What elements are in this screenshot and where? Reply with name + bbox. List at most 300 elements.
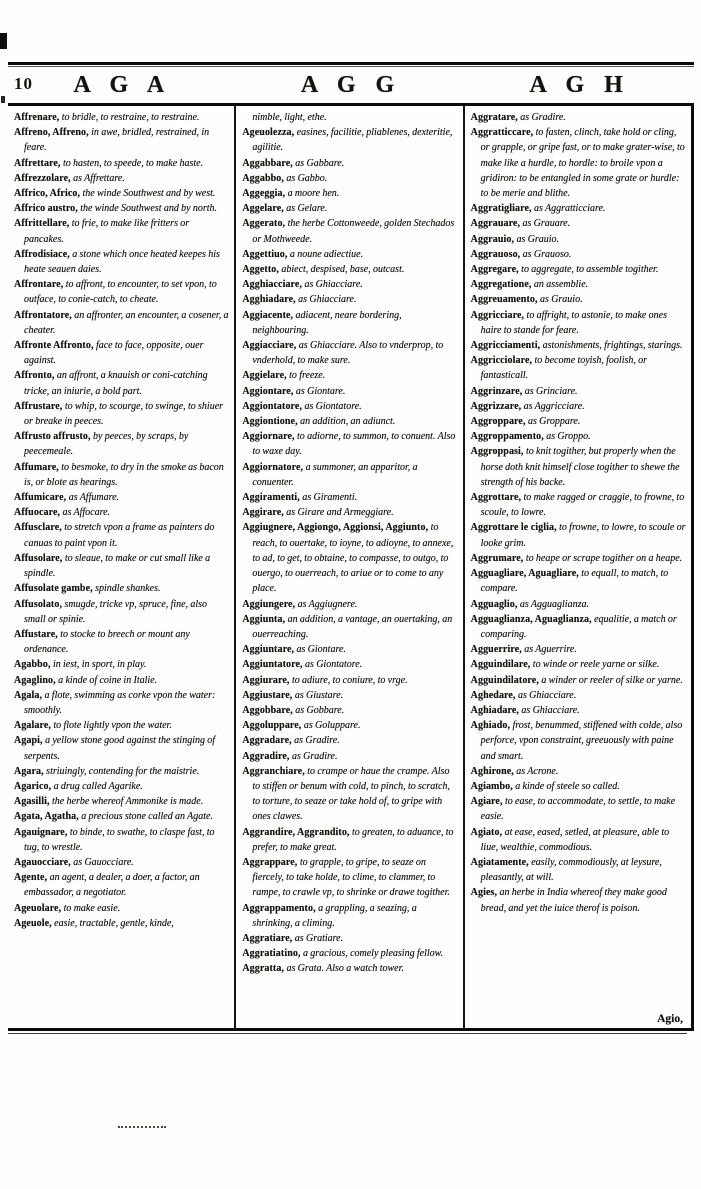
dictionary-entry (14, 429, 229, 459)
entry-definition: as Aggricciare. (523, 400, 585, 412)
entry-headword: Aggrottare, (470, 492, 524, 504)
entry-definition: abiect, despised, base, outcast. (281, 264, 405, 276)
dictionary-entry (242, 657, 457, 672)
entry-definition: at ease, eased, setled, at pleasure, able to liue, wealthie, commodious. (480, 826, 670, 853)
entry-headword: Affrontatore, (14, 309, 75, 321)
entry-headword: Aggrappamento, (242, 902, 319, 914)
dictionary-entry (14, 551, 229, 581)
dictionary-entry (471, 794, 686, 824)
entry-headword: Agapi, (14, 735, 46, 747)
dictionary-entry (471, 520, 686, 550)
dictionary-entry (471, 247, 686, 262)
entry-headword: Aggratare, (470, 112, 521, 123)
dictionary-entry (242, 673, 457, 688)
entry-definition: an assemblie. (533, 279, 589, 291)
dictionary-entry (14, 901, 229, 916)
running-header (8, 67, 694, 103)
dictionary-entry (242, 171, 457, 186)
entry-headword: Ageuole, (14, 917, 55, 929)
entry-definition: a winder or reeler of silke or yarne. (541, 674, 683, 686)
dictionary-entry (242, 718, 457, 733)
entry-headword: Aggelare, (242, 203, 287, 215)
entry-headword: Agaglino, (14, 674, 59, 686)
dictionary-entry (14, 870, 229, 900)
dictionary-entry (14, 733, 229, 763)
dictionary-entry (242, 156, 457, 171)
entry-headword: Agasilli, (14, 796, 53, 808)
entry-definition: in awe, bridled, restrained, in feare. (24, 127, 210, 154)
entry-definition: to binde, to swathe, to claspe fast, to tug, to wrestle. (24, 826, 215, 853)
entry-definition: to stretch vpon a frame as painters do canuas to paint vpon it. (24, 522, 215, 549)
dictionary-entry (242, 946, 457, 961)
entry-definition: to freeze. (289, 370, 326, 382)
dictionary-entry (14, 399, 229, 429)
dictionary-entry (242, 490, 457, 505)
entry-headword: Aggiontatore, (242, 400, 305, 412)
entry-definition: as Gradire. (294, 735, 340, 747)
dictionary-entry (471, 308, 686, 338)
entry-definition: a yellow stone good against the stinging of serpents. (24, 735, 216, 762)
dictionary-entry (471, 885, 686, 915)
dictionary-entry (242, 749, 457, 764)
dictionary-entry (242, 429, 457, 459)
entry-headword: Affrodisiace, (14, 248, 73, 260)
dictionary-entry (471, 444, 686, 490)
dictionary-entry (14, 673, 229, 688)
entry-definition: as Groppo. (546, 431, 591, 443)
dictionary-entry (471, 414, 686, 429)
entry-headword: Aggiacente, (242, 309, 296, 321)
entry-headword: Aggobbare, (242, 704, 296, 716)
dictionary-entry (242, 384, 457, 399)
dictionary-entry (242, 292, 457, 307)
entry-headword: Agabbo, (14, 659, 53, 671)
dictionary-entry (471, 429, 686, 444)
entry-definition: as Acrone. (516, 765, 559, 777)
entry-definition: to whip, to scourge, to swinge, to shiuer or breake in peeces. (24, 400, 224, 428)
entry-definition: as Ghiacciare. (517, 689, 577, 701)
scan-artifact (1, 96, 5, 103)
entry-headword: Aggiramenti, (242, 492, 303, 504)
catchword: Agio, (657, 1013, 683, 1025)
dictionary-entry (242, 216, 457, 246)
entry-definition: frost, benummed, stiffened with colde, also perforce, vpon constraint, greeuously with paine and smart. (480, 720, 683, 762)
entry-headword: Affusolato, (14, 598, 65, 610)
entry-definition: an affronter, an encounter, a cosener, a cheater. (24, 309, 229, 336)
dictionary-entry (471, 201, 686, 216)
entry-headword: Aggrumare, (470, 552, 526, 564)
entry-headword: Aggiornare, (242, 431, 298, 443)
dictionary-entry (242, 642, 457, 657)
entry-headword: Affrezzolare, (14, 172, 74, 184)
entry-headword: Aggroppamento, (470, 431, 547, 443)
dictionary-entry (242, 414, 457, 429)
entry-headword: Aggreuamento, (470, 294, 540, 306)
entry-headword: Aggeggia, (242, 188, 288, 200)
entry-definition: as Aguerrire. (524, 644, 577, 656)
entry-headword: Affreno, Affreno, (14, 127, 92, 139)
entry-definition: to ease, to accommodate, to settle, to make easie. (480, 796, 676, 823)
entry-headword: Affrenare, (14, 112, 62, 123)
column-header-agh: A G H (529, 71, 630, 98)
entry-definition: to fasten, clinch, take hold or cling, or grapple, or gripe fast, or to make grater-wise, to make like a hurdle, to hordle: to broile vpon a gridiron: to be entangled in some grate or hurdle: to be merie and blithe. (480, 127, 685, 200)
entry-headword: Agiambo, (470, 780, 516, 792)
entry-headword: Aghirone, (470, 765, 517, 777)
entry-carryover-text (242, 110, 457, 125)
entry-definition: a flote, swimming as corke vpon the water: smoothly. (24, 689, 216, 716)
entry-headword: Aggroppasi, (470, 446, 526, 458)
entry-definition: easily, commodiously, at leysure, pleasantly, at will. (480, 856, 662, 884)
entry-definition: as Gelare. (286, 203, 328, 215)
entry-definition: the winde Southwest and by west. (82, 188, 216, 200)
dictionary-entry (242, 764, 457, 825)
entry-definition: as Agguaglianza. (519, 598, 589, 610)
entry-definition: easines, facilitie, pliablenes, dexteritie, agilitie. (252, 127, 453, 154)
entry-headword: Aggiuntare, (242, 644, 297, 656)
dictionary-entry (14, 171, 229, 186)
entry-definition: to flote lightly vpon the water. (53, 720, 172, 732)
entry-headword: Aggrizzare, (470, 400, 524, 412)
dictionary-entry (14, 597, 229, 627)
entry-headword: Aggrottare le ciglia, (470, 522, 560, 534)
entry-definition: as Groppare. (527, 416, 581, 428)
entry-definition: as Gradire. (291, 750, 338, 762)
entry-definition: to hasten, to speede, to make haste. (62, 157, 204, 169)
dictionary-entry (471, 718, 686, 764)
entry-definition: as Grauio. (540, 294, 583, 306)
entry-definition: as Ghiacciare. (304, 279, 363, 291)
entry-definition: to grapple, to gripe, to seaze on fiercely, to take holde, to clime, to clammer, to rampe, to crawle vp, to shrinke or drawe togither. (252, 856, 450, 899)
entry-headword: Aggratigliare, (470, 203, 534, 215)
dictionary-column-3 (465, 106, 691, 1028)
entry-headword: Aggrauare, (470, 218, 523, 230)
dictionary-entry (471, 597, 686, 612)
dictionary-entry (14, 825, 229, 855)
top-rule (8, 62, 694, 65)
entry-definition: spindle shankes. (95, 583, 161, 595)
entry-headword: Ageuolare, (14, 902, 64, 914)
entry-headword: Agguaglio, (470, 598, 520, 610)
entry-headword: Aggranchiare, (242, 765, 308, 777)
dictionary-entry (14, 688, 229, 718)
dictionary-entry (242, 262, 457, 277)
dictionary-entry (242, 597, 457, 612)
entry-headword: Aggiuntatore, (242, 659, 306, 671)
entry-definition: to make ragged or craggie, to frowne, to scoule, to lowre. (480, 492, 685, 519)
dictionary-entry (471, 232, 686, 247)
entry-headword: Affrico austro, (14, 203, 81, 215)
entry-definition: as Affrettare. (73, 172, 125, 184)
entry-definition: a gracious, comely pleasing fellow. (302, 948, 444, 960)
dictionary-entry (242, 399, 457, 414)
entry-headword: Aggrappare, (242, 856, 300, 868)
entry-definition: to make easie. (63, 902, 121, 914)
dictionary-entry (14, 779, 229, 794)
entry-headword: Affusclare, (14, 522, 65, 534)
entry-headword: Affronte Affronto, (14, 340, 96, 352)
entry-definition: as Giustare. (294, 689, 344, 701)
entry-definition: an affront, a knauish or coni-catching tricke, an iniurie, a bold part. (24, 370, 208, 397)
entry-headword: Aggabbare, (242, 157, 296, 169)
entry-definition: a moore hen. (287, 188, 340, 200)
entry-definition: as Gauocciare. (73, 856, 134, 868)
entry-definition: by peeces, by scraps, by peecemeale. (24, 431, 189, 458)
entry-headword: Aggrauio, (470, 233, 517, 245)
entry-definition: as Gradire. (520, 112, 566, 123)
entry-definition: equalitie, a match or comparing. (480, 613, 677, 640)
entry-definition: as Grauare. (522, 218, 571, 230)
entry-definition: as Girare and Armeggiare. (286, 507, 394, 519)
entry-headword: Agies, (470, 887, 500, 899)
dictionary-entry (471, 855, 686, 885)
entry-definition: a precious stone called an Agate. (81, 811, 213, 823)
entry-definition: the herbe Cottonweede, golden Stechados or Mothweede. (252, 218, 455, 245)
dictionary-entry (14, 764, 229, 779)
entry-definition: as Ghiacciare. (521, 704, 580, 716)
entry-definition: astonishments, frightings, starings. (542, 340, 683, 352)
entry-definition: to affright, to astonie, to make ones haire to stande for feare. (480, 309, 668, 336)
entry-headword: Aggetto, (242, 264, 282, 276)
entry-definition: to reach, to ouertake, to ioyne, to adioyne, to annexe, to ad, to get, to obtaine, to compasse, to outgo, to ouergo, to ouerreach, to ariue or to come to any place. (252, 522, 454, 595)
dictionary-entry (14, 718, 229, 733)
entry-definition: face to face, opposite, ouer against. (24, 340, 204, 367)
bottom-rule-thin (8, 1033, 687, 1034)
dictionary-entry (242, 368, 457, 383)
entry-definition: to crampe or haue the crampe. Also to stiffen or benum with cold, to pinch, to scratch, to torture, to seaze or take hold of, to gripe with ones clawes. (252, 765, 450, 823)
entry-headword: Aggiornatore, (242, 461, 306, 473)
entry-headword: Aggrandire, Aggrandito, (242, 826, 352, 838)
entry-headword: Aggratticcare, (470, 127, 536, 139)
entry-headword: Aggrauoso, (470, 248, 523, 260)
dictionary-entry (14, 855, 229, 870)
dictionary-entry (471, 779, 686, 794)
entry-headword: Agiatamente, (470, 856, 532, 868)
dictionary-column-1 (8, 106, 236, 1028)
dictionary-entry (471, 399, 686, 414)
dictionary-entry (471, 551, 686, 566)
entry-headword: Agguagliare, Aguagliare, (470, 568, 582, 580)
entry-definition: as Giontatore. (305, 659, 363, 671)
dictionary-entry (242, 247, 457, 262)
entry-definition: as Grinciare. (524, 385, 578, 397)
entry-headword: Affrustare, (14, 400, 65, 412)
dictionary-entry (471, 216, 686, 231)
dictionary-entry (242, 460, 457, 490)
dictionary-entry (242, 505, 457, 520)
entry-definition: to aggregate, to assemble togither. (521, 264, 659, 276)
dictionary-entry (14, 809, 229, 824)
entry-definition: a kinde of coine in Italie. (58, 674, 158, 686)
dictionary-entry (471, 612, 686, 642)
entry-definition: as Ghiacciare. Also to vnderprop, to vnderhold, to make sure. (252, 340, 444, 367)
entry-definition: to frowne, to lowre, to scoule or looke grim. (480, 522, 686, 549)
entry-headword: Agente, (14, 872, 50, 884)
entry-definition: to adiure, to coniure, to vrge. (291, 674, 408, 686)
entry-definition: as Affumare. (68, 492, 120, 504)
entry-headword: Aggerato, (242, 218, 288, 230)
entry-headword: Affrittellare, (14, 218, 72, 230)
entry-definition: to equall, to match, to compare. (480, 568, 669, 595)
entry-headword: Aggricciare, (470, 309, 527, 321)
entry-definition: as Aggratticciare. (533, 203, 606, 215)
entry-definition: as Gratiare. (294, 932, 344, 944)
entry-headword: Aghiado, (470, 720, 513, 732)
scan-artifact (118, 1126, 166, 1128)
entry-definition: smugde, tricke vp, spruce, fine, also small or spinie. (24, 598, 208, 625)
dictionary-entry (242, 931, 457, 946)
entry-definition: the herbe whereof Ammonike is made. (52, 796, 204, 808)
entry-definition: to frie, to make like fritters or pancakes. (24, 218, 190, 245)
entry-headword: Affronto, (14, 370, 57, 382)
dictionary-entry (471, 384, 686, 399)
dictionary-entry (14, 186, 229, 201)
dictionary-entry (471, 490, 686, 520)
dictionary-entry (14, 338, 229, 368)
entry-headword: Agara, (14, 765, 47, 777)
entry-definition: as Aggiugnere. (297, 598, 358, 610)
entry-definition: a kinde of steele so called. (515, 780, 620, 792)
dictionary-entry (471, 764, 686, 779)
dictionary-entry (14, 794, 229, 809)
entry-definition: the winde Southwest and by north. (80, 203, 218, 215)
printed-area (8, 62, 694, 1034)
entry-definition: an addition, a vantage, an ouertaking, an ouerreaching. (252, 613, 453, 640)
entry-headword: Aggiontare, (242, 385, 296, 397)
dictionary-entry (14, 247, 229, 277)
dictionary-entry (242, 125, 457, 155)
entry-definition: to sleaue, to make or cut small like a spindle. (24, 552, 211, 580)
dictionary-entry (242, 855, 457, 901)
entry-definition: nimble, light, ethe. (252, 112, 327, 123)
dictionary-entry (14, 520, 229, 550)
entry-definition: as Grauio. (516, 233, 560, 245)
entry-definition: to stocke to breech or mount any ordenance. (24, 628, 190, 656)
dictionary-entry (242, 277, 457, 292)
entry-headword: Aggrinzare, (470, 385, 525, 397)
entry-definition: to become toyish, foolish, or fantasticall. (480, 355, 648, 382)
entry-definition: to greaten, to aduance, to prefer, to make great. (252, 826, 454, 853)
dictionary-entry (242, 703, 457, 718)
entry-headword: Agiare, (470, 796, 505, 808)
entry-definition: to knit togither, but properly when the horse doth knit himself close togither to shewe the strength of his backe. (480, 446, 680, 488)
dictionary-entry (14, 581, 229, 596)
entry-headword: Aggiontione, (242, 416, 301, 428)
entry-headword: Affumare, (14, 461, 62, 473)
dictionary-entry (471, 110, 686, 125)
dictionary-entry (14, 277, 229, 307)
dictionary-entry (471, 657, 686, 672)
dictionary-entry (471, 125, 686, 201)
entry-definition: adiacent, neare bordering, neighbouring. (252, 309, 402, 336)
entry-headword: Affustare, (14, 628, 61, 640)
entry-definition: as Gabbare. (295, 157, 345, 169)
entry-definition: to bridle, to restraine, to restraine. (61, 112, 200, 123)
entry-headword: Aggiacciare, (242, 340, 299, 352)
entry-definition: a drug called Agarike. (53, 780, 143, 792)
entry-definition: as Gobbare. (295, 704, 345, 716)
entry-definition: to besmoke, to dry in the smoke as bacon is, or blote as hearings. (24, 461, 224, 488)
entry-definition: to adiorne, to summon, to conuent. Also to waxe day. (252, 431, 456, 458)
dictionary-entry (14, 460, 229, 490)
dictionary-entry (242, 201, 457, 216)
dictionary-entry (242, 186, 457, 201)
dictionary-entry (471, 262, 686, 277)
dictionary-entry (14, 627, 229, 657)
entry-headword: Affumicare, (14, 492, 69, 504)
column-header-aga: A G A (73, 71, 172, 98)
dictionary-entry (471, 825, 686, 855)
entry-headword: Aggratta, (242, 963, 287, 975)
entry-headword: Aggratiatino, (242, 948, 303, 960)
dictionary-entry (242, 612, 457, 642)
entry-headword: Agghiadare, (242, 294, 299, 306)
dictionary-entry (14, 368, 229, 398)
entry-headword: Aggregare, (470, 264, 522, 276)
entry-definition: to winde or reele yarne or silke. (532, 659, 660, 671)
entry-definition: as Giontare. (295, 385, 346, 397)
entry-headword: Aggiurare, (242, 674, 292, 686)
entry-definition: as Grata. Also a watch tower. (286, 963, 404, 975)
entry-headword: Aghedare, (470, 689, 518, 701)
entry-headword: Affrettare, (14, 157, 63, 169)
entry-headword: Affusolare, (14, 552, 65, 564)
dictionary-entry (242, 520, 457, 596)
entry-headword: Aggoluppare, (242, 720, 304, 732)
entry-headword: Affrico, Africo, (14, 188, 83, 200)
entry-headword: Aggricciolare, (470, 355, 535, 367)
dictionary-entry (242, 825, 457, 855)
entry-definition: a grappling, a seazing, a shrinking, a climing. (252, 902, 417, 929)
entry-headword: Affuocare, (14, 507, 63, 519)
column-header-agg: A G G (300, 71, 402, 98)
entry-headword: Aggirare, (242, 507, 287, 519)
entry-headword: Aggiugnere, Aggiongo, Aggionsi, Aggiunto, (242, 522, 431, 534)
entry-headword: Affrusto affrusto, (14, 431, 93, 443)
entry-definition: an addition, an adiunct. (300, 416, 396, 428)
entry-definition: in iest, in sport, in play. (52, 659, 147, 671)
entry-definition: an agent, a dealer, a doer, a factor, an embassador, a negotiator. (24, 872, 200, 899)
entry-definition: as Giontare. (296, 644, 346, 656)
entry-headword: Aggiustare, (242, 689, 295, 701)
text-block (8, 106, 694, 1031)
entry-definition: a stone which once heated keepes his heate seauen daies. (24, 248, 220, 276)
entry-headword: Ageuolezza, (242, 127, 297, 139)
entry-definition: as Goluppare. (303, 720, 361, 732)
dictionary-entry (14, 308, 229, 338)
dictionary-entry (242, 688, 457, 703)
dictionary-entry (14, 125, 229, 155)
entry-headword: Affrontare, (14, 279, 66, 291)
entry-headword: Agata, Agatha, (14, 811, 82, 823)
entry-headword: Agalare, (14, 720, 54, 732)
entry-definition: as Giontatore. (304, 400, 362, 412)
entry-headword: Aggratiare, (242, 932, 295, 944)
entry-headword: Aggradire, (242, 750, 292, 762)
entry-headword: Agarico, (14, 780, 54, 792)
dictionary-entry (14, 657, 229, 672)
entry-definition: to heape or scrape togither on a heape. (525, 552, 683, 564)
page-number: 10 (14, 74, 33, 93)
entry-definition: as Ghiacciare. (298, 294, 357, 306)
entry-definition: an herbe in India whereof they make good bread, and yet the iuice therof is poison. (480, 887, 667, 914)
entry-definition: as Giramenti. (302, 492, 358, 504)
entry-definition: as Affocare. (62, 507, 111, 519)
entry-definition: as Grauoso. (522, 248, 572, 260)
entry-headword: Agguindilare, (470, 659, 533, 671)
dictionary-entry (14, 201, 229, 216)
entry-headword: Aggettiuo, (242, 248, 290, 260)
dictionary-entry (471, 292, 686, 307)
